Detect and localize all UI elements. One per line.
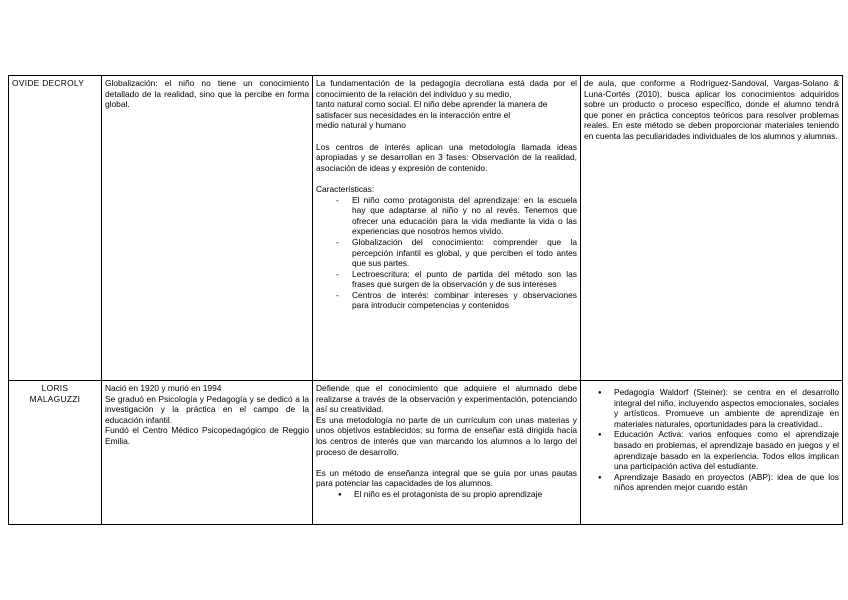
list-item: - El niño como protagonista del aprendizaje: en la escuela hay que adaptarse al niño y no al revés. Tenemos que ofrecer una educación para la vida mediante la vida o las experiencias que nosotros hemos vivido. bbox=[352, 195, 577, 237]
principles-cell bbox=[102, 76, 313, 381]
author-name-cell bbox=[9, 381, 102, 525]
cell-text: Nació en 1920 y murió en 1994 bbox=[105, 383, 222, 393]
characteristics-list bbox=[316, 195, 577, 312]
cell-heading: Características: bbox=[316, 183, 375, 194]
related-cell bbox=[581, 381, 843, 525]
cell-text: Es una metodología no parte de un currículum con unas materias y unos objetivos establecidos; su forma de enseñar está dirigida hacia los centros de interés que van marcando los alumnos a lo largo del proceso de desarrollo. bbox=[316, 414, 577, 457]
cell-text: Es un método de enseñanza integral que se guía por unas pautas para potenciar las capacidades de los alumnos. bbox=[316, 467, 577, 489]
list-item: ● El niño es el protagonista de su propio aprendizaje bbox=[354, 489, 577, 500]
list-item: ● Educación Activa: varios enfoques como el aprendizaje basado en problemas, el aprendizaje basado en juegos y el aprendizaje basado en la experiencia. Todos ellos implican una participación activa del estudiante. bbox=[614, 429, 839, 471]
cell-text: Los centros de interés aplican una metodología llamada ideas apropiadas y se desarrollan en 3 fases: Observación de la realidad, asociación de ideas y expresión de contenido. bbox=[316, 141, 577, 173]
cell-text: Defiende que el conocimiento que adquiere el alumnado debe realizarse a través de la observación y experimentación, potenciando así su creatividad. bbox=[316, 383, 577, 415]
author-name: OVIDE DECROLY bbox=[12, 78, 85, 88]
list-item: - Lectroescritura: el punto de partida del método son las frases que surgen de la observación y de sus intereses bbox=[352, 269, 577, 290]
table-row bbox=[9, 381, 843, 525]
list-item: - Centros de interés: combinar intereses y observaciones para introducir competencias y contenidos bbox=[352, 290, 577, 311]
cell-text: tanto natural como social. El niño debe aprender la manera de satisfacer sus necesidades en la interacción entre el bbox=[316, 99, 548, 120]
author-name: MALAGUZZI bbox=[29, 393, 81, 404]
author-name: LORIS bbox=[41, 383, 69, 393]
related-cell bbox=[581, 76, 843, 381]
cell-text: Globalización: el niño no tiene un conocimiento detallado de la realidad, sino que la percibe en forma global. bbox=[105, 78, 309, 110]
table-row bbox=[9, 76, 843, 381]
method-list bbox=[316, 489, 577, 500]
author-name-cell bbox=[9, 76, 102, 381]
related-methods-list bbox=[584, 387, 839, 493]
cell-text: La fundamentación de la pedagogía decroliana está dada por el conocimiento de la relación del individuo y su medio, bbox=[316, 78, 577, 99]
list-item: - Globalización del conocimiento: comprender que la percepción infantil es global, y que perciben el todo antes que sus partes. bbox=[352, 237, 577, 269]
list-item: ● Pedagogía Waldorf (Steiner): se centra en el desarrollo integral del niño, incluyendo aspectos emocionales, sociales y artísticos. Promueve un ambiente de aprendizaje en materiales naturales, oportunidades para la creatividad.. bbox=[614, 387, 839, 429]
method-cell bbox=[313, 381, 581, 525]
cell-text: de aula, que conforme a Rodríguez-Sandoval, Vargas-Solano & Luna-Cortés (2010), busca aplicar los conocimientos adquiridos sobre un producto o proceso específico, donde el alumno tendrá que poner en práctica conceptos teóricos para resolver problemas reales. En este método se deben proporcionar materiales teniendo en cuenta las peculiaridades individuales de los alumnos y alumnas. bbox=[584, 78, 839, 141]
cell-text: medio natural y humano bbox=[316, 120, 406, 131]
cell-text: Se graduó en Psicología y Pedagogía y se dedicó a la investigación y la práctica en el campo de la educación infantil. bbox=[105, 393, 309, 425]
method-cell bbox=[313, 76, 581, 381]
pedagogy-table bbox=[8, 75, 843, 525]
list-item: ● Aprendizaje Basado en proyectos (ABP): idea de que los niños aprenden mejor cuando están bbox=[614, 472, 839, 493]
biography-cell bbox=[102, 381, 313, 525]
cell-text: Fundó el Centro Médico Psicopedagógico de Reggio Emilia. bbox=[105, 425, 309, 446]
